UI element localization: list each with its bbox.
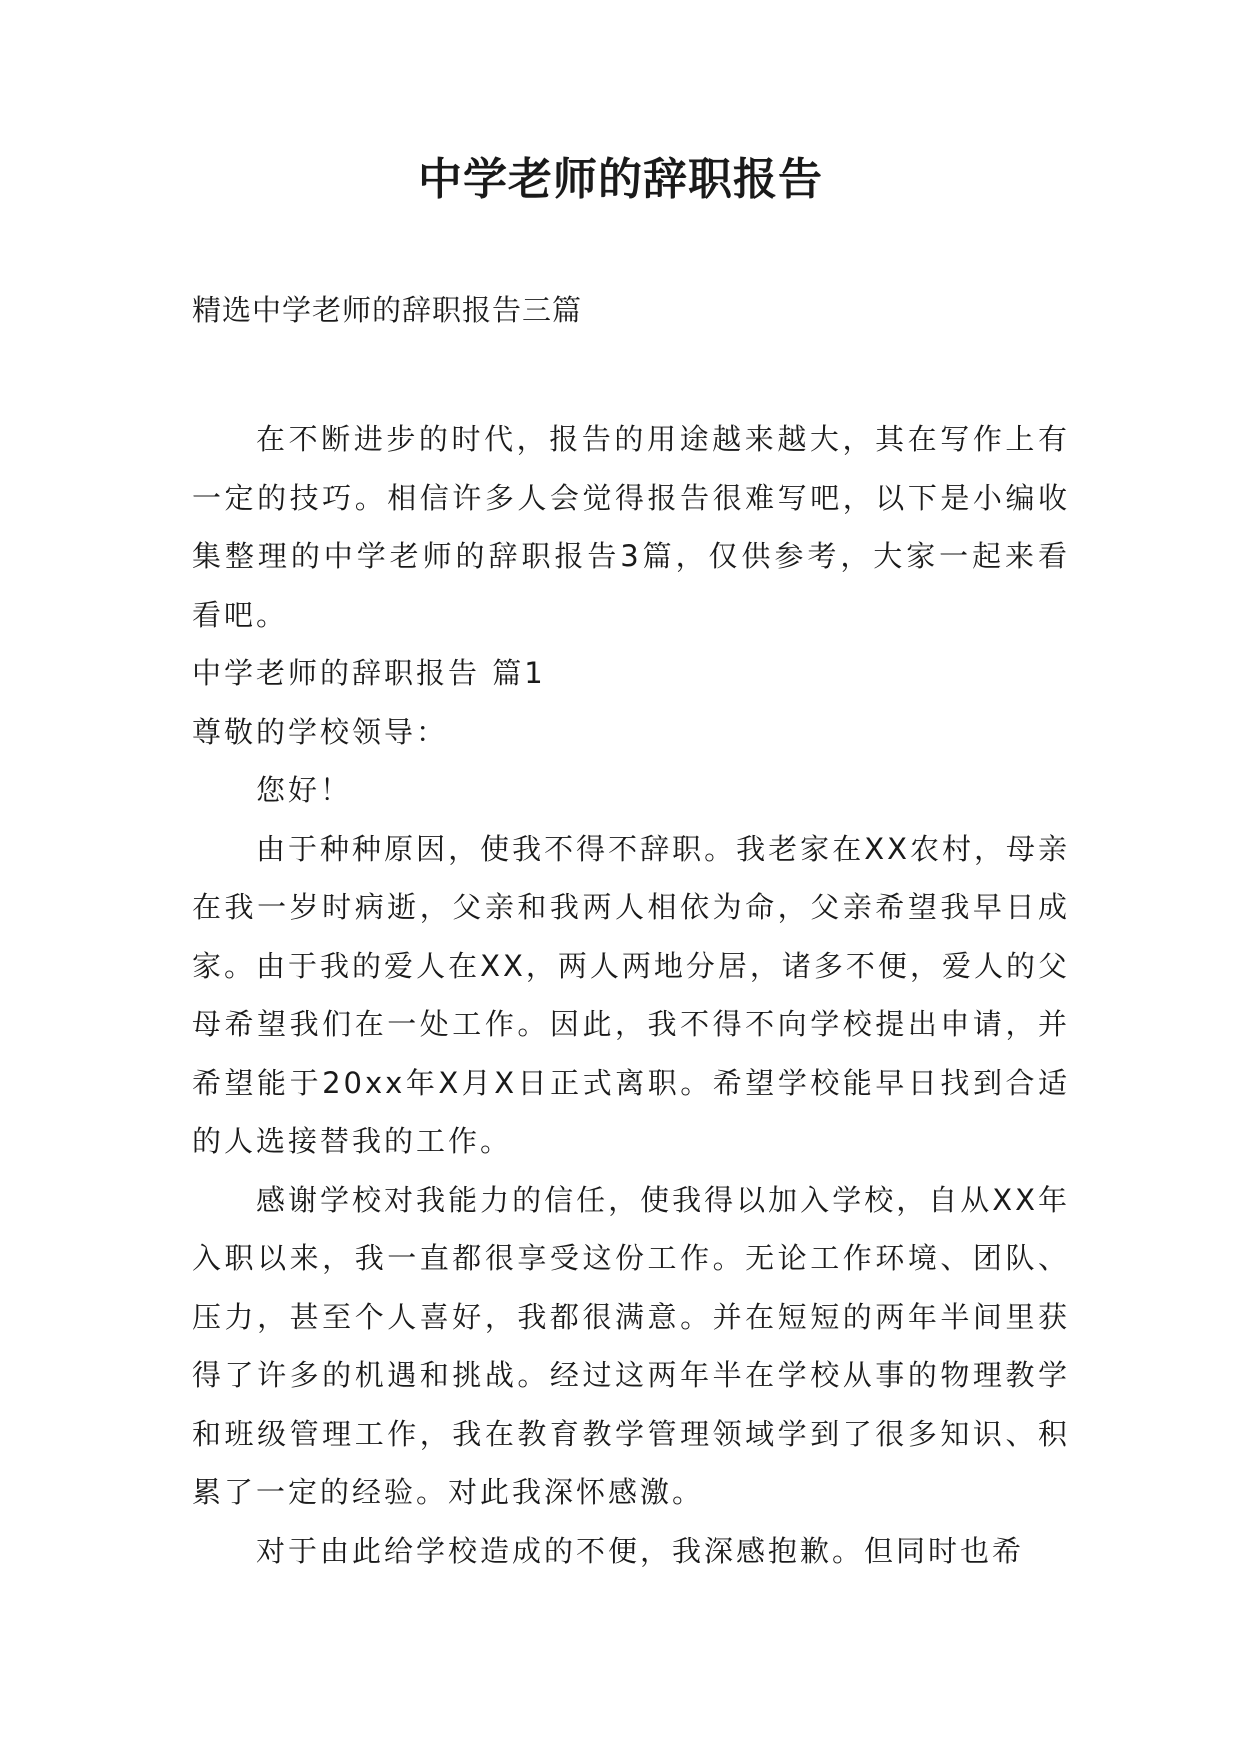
body-paragraph: 由于种种原因，使我不得不辞职。我老家在XX农村，母亲在我一岁时病逝，父亲和我两人相依为命，父亲希望我早日成家。由于我的爱人在XX，两人两地分居，诸多不便，爱人的父母希望我们在一处工作。因此，我不得不向学校提出申请，并希望能于20xx年X月X日正式离职。希望学校能早日找到合适的人选接替我的工作。 [192, 831, 1070, 1158]
document-body [192, 410, 1070, 1580]
body-paragraph: 感谢学校对我能力的信任，使我得以加入学校，自从XX年入职以来，我一直都很享受这份工作。无论工作环境、团队、压力，甚至个人喜好，我都很满意。并在短短的两年半间里获得了许多的机遇和挑战。经过这两年半在学校从事的物理教学和班级管理工作，我在教育教学管理领域学到了很多知识、积累了一定的经验。对此我深怀感激。 [192, 1182, 1070, 1509]
greeting: 您好！ [256, 773, 353, 807]
section-heading: 中学老师的辞职报告 篇1 [192, 656, 546, 690]
document-title: 中学老师的辞职报告 [418, 154, 823, 205]
document-subtitle: 精选中学老师的辞职报告三篇 [192, 293, 583, 327]
body-paragraph: 对于由此给学校造成的不便，我深感抱歉。但同时也希 [256, 1533, 1025, 1568]
salutation: 尊敬的学校领导： [192, 714, 449, 749]
intro-paragraph: 在不断进步的时代，报告的用途越来越大，其在写作上有一定的技巧。相信许多人会觉得报告很难写吧，以下是小编收集整理的中学老师的辞职报告3篇，仅供参考，大家一起来看看吧。 [192, 422, 1070, 632]
